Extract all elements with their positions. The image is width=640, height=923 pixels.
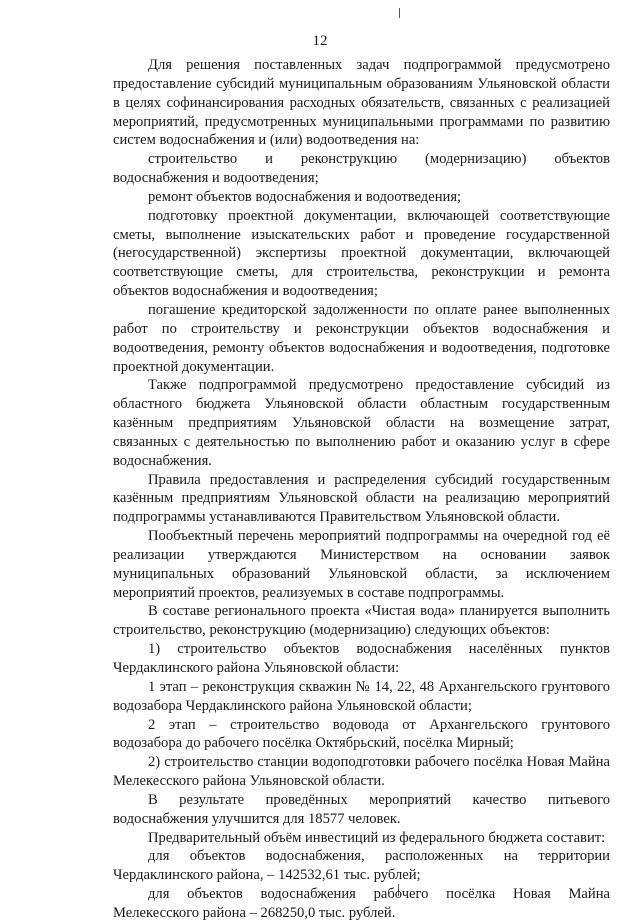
paragraph: 1 этап – реконструкция скважин № 14, 22, 48 Архангельского грунтового водозабора Чердаклинского района Ульяновской области; [113,678,610,714]
paragraph: Также подпрограммой предусмотрено предоставление субсидий из областного бюджета Ульяновской области областным государственным казённым предприятиям Ульяновской области на возмещение затрат, связанных с деятельностью по выполнению работ и оказанию услуг в сфере водоснабжения. [113,377,610,469]
paragraph: подготовку проектной документации, включающей соответствующие сметы, выполнение изыскательских работ и проведение государственной (негосударственной) экспертизы проектной документации, включающей соответствующие сметы, для строительства, реконструкции и ремонта объектов водоснабжения и водоотведения; [113,207,610,300]
paragraph: Предварительный объём инвестиций из федерального бюджета составит: [148,829,606,846]
scan-mark-top [399,8,400,18]
paragraph: строительство и реконструкцию (модернизацию) объектов водоснабжения и водоотведения; [113,151,610,187]
paragraph: 1) строительство объектов водоснабжения населённых пунктов Чердаклинского района Ульяновской области: [113,641,610,676]
paragraph: ремонт объектов водоснабжения и водоотведения; [148,188,462,205]
paragraph: В результате проведённых мероприятий качество питьевого водоснабжения улучшится для 18577 человек. [113,791,610,827]
paragraph: погашение кредиторской задолженности по оплате ранее выполненных работ по строительству и реконструкции объектов водоснабжения и водоотведения, ремонту объектов водоснабжения и водоотведения, подготовке проектной документации. [113,301,610,375]
body-text [113,56,610,923]
paragraph: Правила предоставления и распределения субсидий государственным казённым предприятиям Ульяновской области на реализацию мероприятий подпрограммы устанавливаются Правительством Ульяновской области. [113,471,610,526]
paragraph: Пообъектный перечень мероприятий подпрограммы на очередной год её реализации утверждаются Министерством на основании заявок муниципальных образований Ульяновской области, за исключением мероприятий проектов, реализуемых в составе подпрограммы. [113,528,610,601]
paragraph: 2 этап – строительство водовода от Архангельского грунтового водозабора до рабочего посёлка Октябрьский, посёлка Мирный; [113,716,610,752]
paragraph: В составе регионального проекта «Чистая вода» планируется выполнить строительство, реконструкцию (модернизацию) следующих объектов: [113,603,610,639]
page-number: 12 [312,33,328,49]
paragraph: 2) строительство станции водоподготовки рабочего посёлка Новая Майна Мелекесского района Ульяновской области. [113,754,610,790]
paragraph: для объектов водоснабжения, расположенных на территории Чердаклинского района, – 142532,61 тыс. рублей; [113,848,610,884]
paragraph: для объектов водоснабжения рабочего посёлка Новая Майна Мелекесского района – 268250,0 тыс. рублей. [113,886,610,921]
paragraph: Для решения поставленных задач подпрограммой предусмотрено предоставление субсидий муниципальным образованиям Ульяновской области в целях софинансирования расходных обязательств, связанных с реализацией мероприятий, предусмотренных муниципальными программами по развитию систем водоснабжения и (или) водоотведения на: [113,57,610,149]
